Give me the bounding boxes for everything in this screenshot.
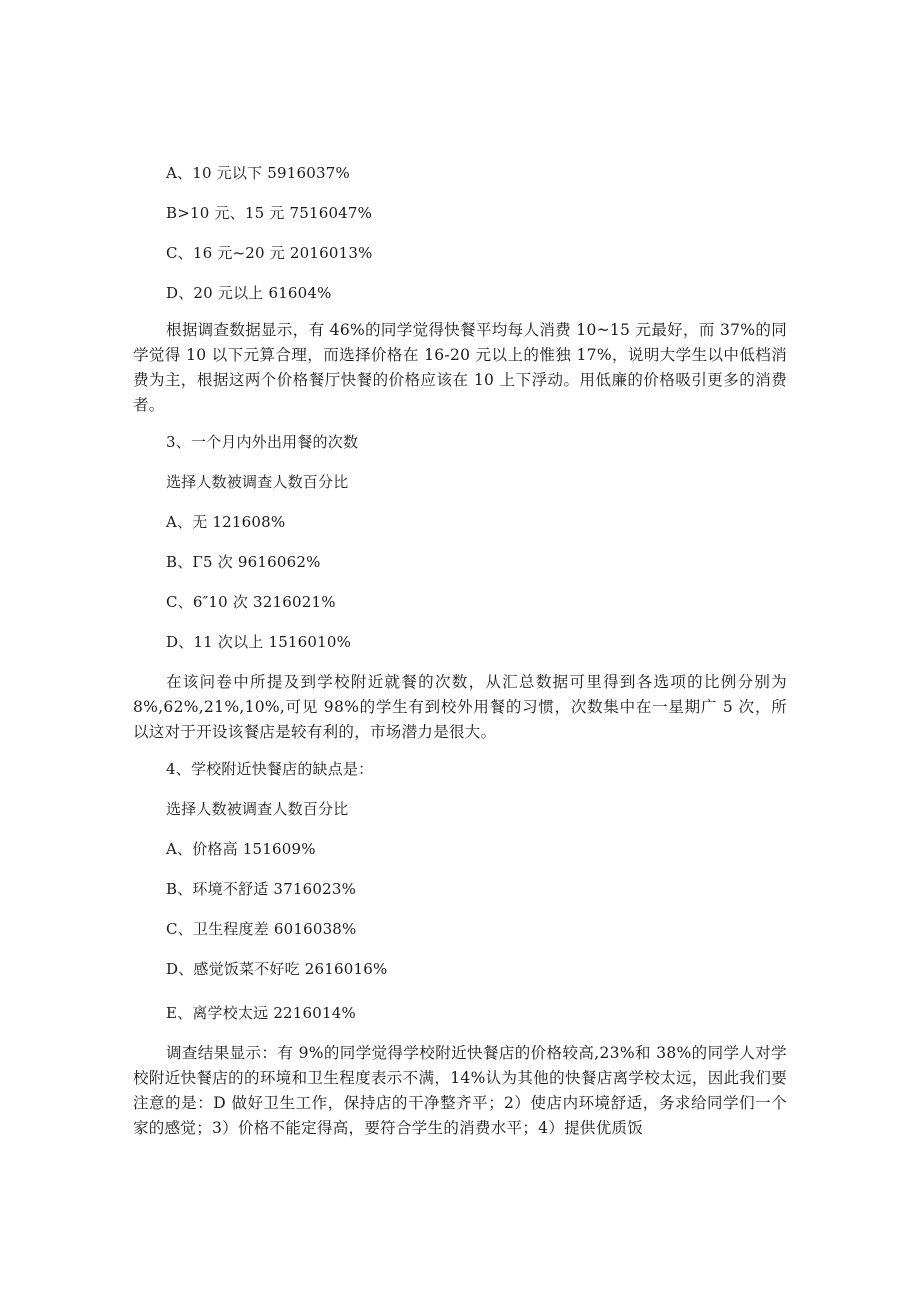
frequency-analysis-paragraph: 在该问卷中所提及到学校附近就餐的次数，从汇总数据可里得到各选项的比例分别为 8%,62%,21%,10%,可见 98%的学生有到校外用餐的习惯，次数集中在一星期广 5 次，所以这对于开设该餐店是较有利的，市场潜力是很大。 <box>133 673 787 741</box>
section3-heading: 3、一个月内外出用餐的次数 <box>166 433 359 451</box>
frequency-option-a: A、无 121608% <box>166 513 286 531</box>
price-analysis-paragraph: 根据调查数据显示，有 46%的同学觉得快餐平均每人消费 10~15 元最好，而 37%的同学觉得 10 以下元算合理，而选择价格在 16-20 元以上的惟独 17%，说明大学生以中低档消费为主，根据这两个价格餐厅快餐的价格应该在 10 上下浮动。用低廉的价格吸引更多的消费者。 <box>133 321 787 414</box>
price-option-c: C、16 元~20 元 2016013% <box>166 244 373 262</box>
section3-table-header: 选择人数被调查人数百分比 <box>166 473 349 491</box>
drawback-option-a: A、价格高 151609% <box>166 840 316 858</box>
price-option-d: D、20 元以上 61604% <box>166 284 332 302</box>
drawback-analysis-paragraph: 调查结果显示：有 9%的同学觉得学校附近快餐店的价格较高,23%和 38%的同学人对学校附近快餐店的的环境和卫生程度表示不满，14%认为其他的快餐店离学校太远，因此我们要注意的是：D 做好卫生工作，保持店的干净整齐平；2）使店内环境舒适，务求给同学们一个家的感觉；3）价格不能定得高，要符合学生的消费水平；4）提供优质饭 <box>133 1044 787 1137</box>
drawback-option-b: B、环境不舒适 3716023% <box>166 880 357 898</box>
drawback-option-c: C、卫生程度差 6016038% <box>166 920 357 938</box>
drawback-option-d: D、感觉饭菜不好吃 2616016% <box>166 960 388 978</box>
price-option-a: A、10 元以下 5916037% <box>166 164 350 182</box>
frequency-option-c: C、6″10 次 3216021% <box>166 593 336 611</box>
section4-table-header: 选择人数被调查人数百分比 <box>166 800 349 818</box>
section4-heading: 4、学校附近快餐店的缺点是： <box>166 760 374 778</box>
frequency-option-b: B、Γ5 次 9616062% <box>166 553 321 571</box>
drawback-option-e: E、离学校太远 2216014% <box>166 1004 356 1022</box>
frequency-option-d: D、11 次以上 1516010% <box>166 633 352 651</box>
price-option-b: B>10 元、15 元 7516047% <box>166 204 373 222</box>
